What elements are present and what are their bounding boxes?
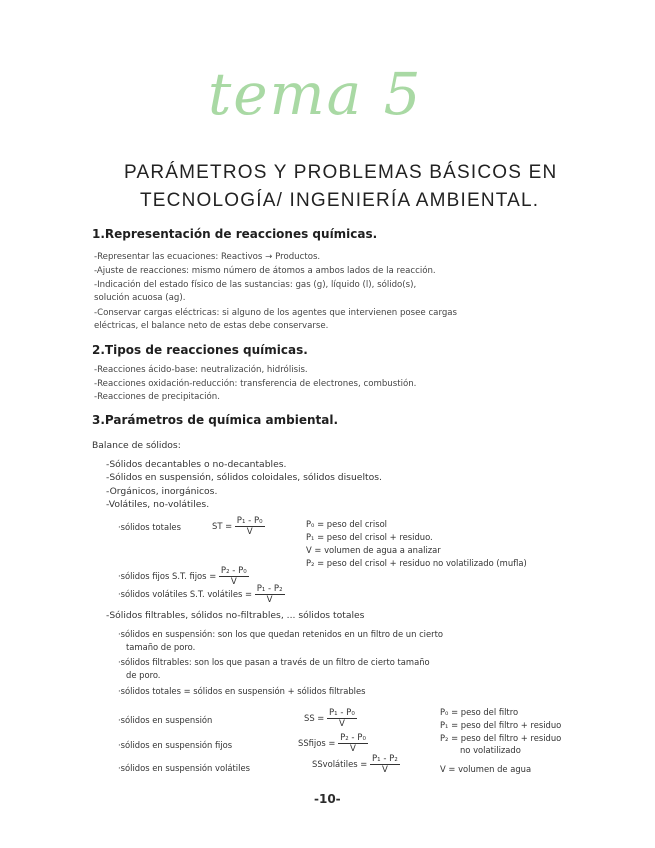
- legend2-line: V = volumen de agua: [440, 764, 532, 774]
- ssf-formula: [298, 733, 368, 754]
- section-3-heading: 3.Parámetros de química ambiental.: [92, 413, 339, 427]
- totales-label: ·sólidos totales: [118, 522, 181, 532]
- legend2-line: P₀ = peso del filtro: [440, 707, 519, 717]
- volatiles-numerator: P₁ - P₂: [256, 584, 283, 594]
- volatiles-formula: [118, 584, 285, 605]
- fijos-numerator: P₂ - P₀: [220, 566, 247, 576]
- ssf-numerator: P₂ - P₀: [340, 733, 366, 743]
- ssf-denominator: V: [350, 744, 356, 754]
- title-line-1: PARÁMETROS Y PROBLEMAS BÁSICOS EN: [124, 162, 558, 183]
- legend1-line: P₀ = peso del crisol: [306, 519, 388, 529]
- ssf-fraction: [338, 733, 368, 754]
- ssv-fraction: [370, 754, 400, 775]
- legend1-line: P₂ = peso del crisol + residuo no volatilizado (mufla): [306, 558, 527, 568]
- ss-fraction: [327, 708, 357, 729]
- volatiles-denominator: V: [266, 595, 273, 605]
- filt-item: ·sólidos totales = sólidos en suspensión + sólidos filtrables: [118, 686, 366, 696]
- st-formula: [212, 516, 265, 537]
- filt-item: ·sólidos en suspensión: son los que quedan retenidos en un filtro de un cierto: [118, 629, 444, 639]
- st-numerator: P₁ - P₀: [236, 516, 263, 526]
- section-2-heading: 2.Tipos de reacciones químicas.: [92, 343, 308, 357]
- ssf-lhs: SSfijos =: [298, 738, 336, 748]
- fijos-denominator: V: [230, 577, 237, 587]
- ssv-numerator: P₁ - P₂: [371, 754, 398, 764]
- fijos-label: ·sólidos fijos S.T. fijos =: [118, 571, 217, 581]
- sec1-line: -Representar las ecuaciones: Reactivos → Productos.: [94, 252, 321, 262]
- st-lhs: ST =: [212, 521, 233, 531]
- legend1-line: V = volumen de agua a analizar: [306, 545, 441, 555]
- ssv-label: ·sólidos en suspensión volátiles: [118, 763, 250, 773]
- sec1-line: -Ajuste de reacciones: mismo número de átomos a ambos lados de la reacción.: [94, 266, 436, 276]
- filt-item: de poro.: [126, 670, 161, 680]
- sec2-line: -Reacciones oxidación-reducción: transferencia de electrones, combustión.: [94, 379, 417, 389]
- page-number: -10-: [314, 792, 341, 806]
- volatiles-label: ·sólidos volátiles S.T. volátiles =: [118, 589, 253, 599]
- title-line-2: TECNOLOGÍA/ INGENIERÍA AMBIENTAL.: [140, 190, 540, 211]
- st-denominator: V: [246, 527, 253, 537]
- solids-list-item: -Volátiles, no-volátiles.: [106, 499, 210, 510]
- ss-denominator: V: [338, 719, 345, 729]
- ssv-formula: [312, 754, 400, 775]
- st-fraction: [235, 516, 265, 537]
- legend2-line: P₁ = peso del filtro + residuo: [440, 720, 562, 730]
- legend2-line: P₂ = peso del filtro + residuo: [440, 733, 562, 743]
- ssf-label: ·sólidos en suspensión fijos: [118, 740, 233, 750]
- ss-label: ·sólidos en suspensión: [118, 715, 213, 725]
- sec1-line: solución acuosa (ag).: [94, 293, 186, 303]
- ss-lhs: SS =: [304, 713, 325, 723]
- legend2-line: no volatilizado: [460, 745, 521, 755]
- sec1-line: eléctricas, el balance neto de estas debe conservarse.: [94, 321, 329, 331]
- filt-item: ·sólidos filtrables: son los que pasan a través de un filtro de cierto tamaño: [118, 657, 430, 667]
- tema-heading: tema 5: [208, 60, 423, 128]
- volatiles-fraction: [255, 584, 285, 605]
- balance-label: Balance de sólidos:: [92, 440, 181, 451]
- sec2-line: -Reacciones ácido-base: neutralización, hidrólisis.: [94, 365, 308, 375]
- filt-item: tamaño de poro.: [126, 642, 196, 652]
- solids-list-item: -Orgánicos, inorgánicos.: [106, 486, 218, 497]
- solids-list-item: -Sólidos decantables o no-decantables.: [106, 459, 287, 470]
- ss-numerator: P₁ - P₀: [328, 708, 355, 718]
- ssv-lhs: SSvolátiles =: [312, 759, 368, 769]
- legend1-line: P₁ = peso del crisol + residuo.: [306, 532, 433, 542]
- ssv-denominator: V: [381, 765, 388, 775]
- ss-formula: [304, 708, 357, 729]
- solids-list-item: -Sólidos en suspensión, sólidos coloidales, sólidos disueltos.: [106, 472, 382, 483]
- filtrables-line: -Sólidos filtrables, sólidos no-filtrables, ... sólidos totales: [106, 610, 365, 621]
- sec1-line: -Indicación del estado físico de las sustancias: gas (g), líquido (l), sólido(s),: [94, 280, 417, 290]
- sec1-line: -Conservar cargas eléctricas: si alguno de los agentes que intervienen posee cargas: [94, 308, 458, 318]
- section-1-heading: 1.Representación de reacciones químicas.: [92, 227, 378, 241]
- sec2-line: -Reacciones de precipitación.: [94, 392, 220, 402]
